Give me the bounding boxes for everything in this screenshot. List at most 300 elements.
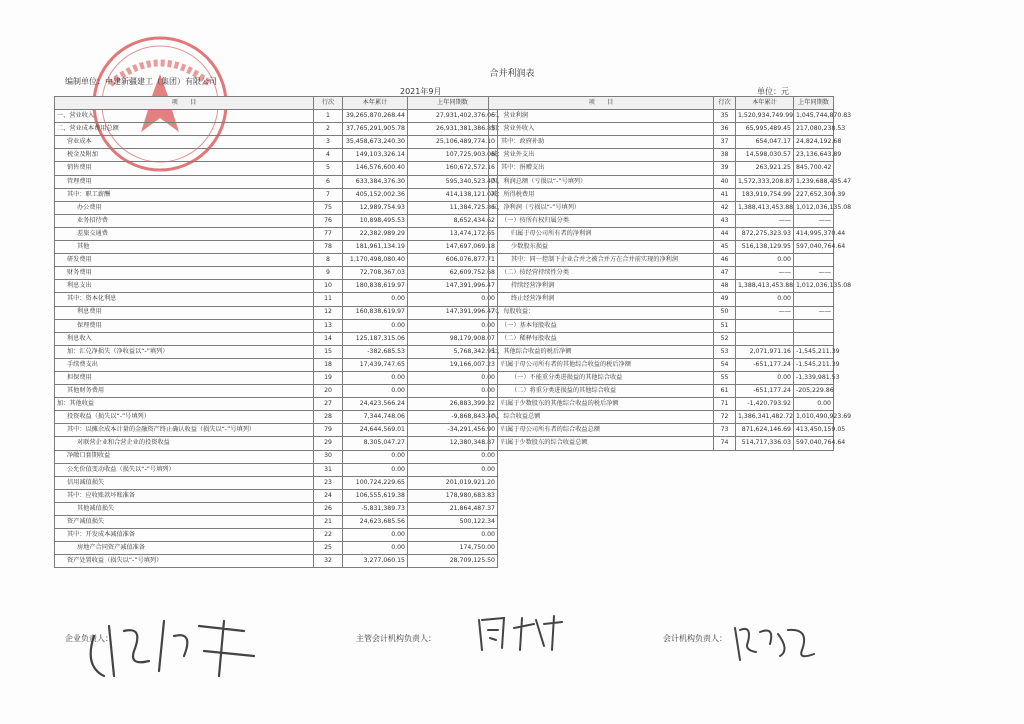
row-item: 持续经营净利润 xyxy=(489,280,714,293)
row-previous-amount: 0.00 xyxy=(408,371,498,384)
table-row xyxy=(55,516,498,529)
row-line-number: 49 xyxy=(714,293,736,306)
row-previous-amount xyxy=(794,319,834,332)
row-previous-amount xyxy=(794,332,834,345)
row-item: （一）不能重分类进损益的其他综合收益 xyxy=(489,371,714,384)
row-line-number: 7 xyxy=(314,188,343,201)
row-current-amount: 654,047.17 xyxy=(736,136,794,149)
row-current-amount: 180,838,619.97 xyxy=(343,280,408,293)
row-item: 四、利润总额（亏损以“-”号填列） xyxy=(489,175,714,188)
row-previous-amount: 174,750.00 xyxy=(408,542,498,555)
row-previous-amount: 28,709,125.50 xyxy=(408,555,498,568)
row-current-amount: —— xyxy=(736,306,794,319)
row-line-number: 4 xyxy=(314,149,343,162)
row-line-number: 75 xyxy=(314,201,343,214)
row-line-number: 18 xyxy=(314,358,343,371)
row-current-amount: 0.00 xyxy=(736,254,794,267)
row-line-number: 25 xyxy=(314,542,343,555)
row-line-number: 53 xyxy=(714,345,736,358)
table-row xyxy=(489,123,834,136)
row-line-number: 51 xyxy=(714,319,736,332)
row-item: 加：其他收益 xyxy=(55,398,314,411)
row-line-number: 46 xyxy=(714,254,736,267)
table-row xyxy=(489,358,834,371)
row-current-amount: 0.00 xyxy=(343,319,408,332)
enterprise-head-label: 企业负责人： xyxy=(65,634,113,643)
row-current-amount: 39,265,870,268.44 xyxy=(343,110,408,123)
row-previous-amount: 11,384,725.86 xyxy=(408,201,498,214)
row-item: 保理费用 xyxy=(55,319,314,332)
row-item: 业务招待费 xyxy=(55,214,314,227)
table-row xyxy=(55,214,498,227)
row-previous-amount: 0.00 xyxy=(408,385,498,398)
table-row xyxy=(489,345,834,358)
row-line-number: 1 xyxy=(314,110,343,123)
row-current-amount: 1,520,934,749.99 xyxy=(736,110,794,123)
current-header: 本年累计 xyxy=(343,97,408,110)
row-item: 办公费用 xyxy=(55,201,314,214)
table-row xyxy=(489,201,834,214)
row-line-number: 28 xyxy=(314,411,343,424)
table-row xyxy=(489,227,834,240)
row-line-number: 43 xyxy=(714,214,736,227)
row-item: （一）按所有权归属分类 xyxy=(489,214,714,227)
row-current-amount: 514,717,336.03 xyxy=(736,437,794,450)
row-previous-amount: 27,931,402,376.06 xyxy=(408,110,498,123)
row-item: 营业成本 xyxy=(55,136,314,149)
row-line-number: 47 xyxy=(714,267,736,280)
row-item: 七、其他综合收益的税后净额 xyxy=(489,345,714,358)
row-line-number: 23 xyxy=(314,476,343,489)
row-previous-amount: 62,609,752.68 xyxy=(408,267,498,280)
row-item: 其中：职工薪酬 xyxy=(55,188,314,201)
table-row xyxy=(55,136,498,149)
row-line-number: 21 xyxy=(314,516,343,529)
row-previous-amount: -9,868,843.40 xyxy=(408,411,498,424)
row-line-number: 29 xyxy=(314,437,343,450)
row-current-amount: 37,765,291,905.78 xyxy=(343,123,408,136)
row-line-number: 41 xyxy=(714,188,736,201)
row-current-amount: -651,177.24 xyxy=(736,385,794,398)
row-item: 一、营业收入 xyxy=(55,110,314,123)
row-previous-amount: 0.00 xyxy=(408,293,498,306)
row-line-number: 9 xyxy=(314,267,343,280)
row-line-number: 14 xyxy=(314,332,343,345)
row-item: 其他财务费用 xyxy=(55,385,314,398)
row-item: （二）将重分类进损益的其他综合收益 xyxy=(489,385,714,398)
row-previous-amount: 23,136,643.89 xyxy=(794,149,834,162)
row-line-number: 61 xyxy=(714,385,736,398)
row-item: 归属于母公司所有者的净利润 xyxy=(489,227,714,240)
row-item: 少数股东损益 xyxy=(489,241,714,254)
row-current-amount: 183,919,754.99 xyxy=(736,188,794,201)
table-row xyxy=(55,188,498,201)
row-item: 其中：政府补助 xyxy=(489,136,714,149)
row-line-number: 44 xyxy=(714,227,736,240)
row-item: 其中：以摊余成本计量的金融资产终止确认收益（损失以“-”号填列） xyxy=(55,424,314,437)
row-item: 其中：同一控制下企业合并之被合并方在合并前实现的净利润 xyxy=(489,254,714,267)
row-previous-amount: 217,080,238.53 xyxy=(794,123,834,136)
table-row xyxy=(55,332,498,345)
row-current-amount: 24,623,685.56 xyxy=(343,516,408,529)
row-line-number: 26 xyxy=(314,502,343,515)
table-row xyxy=(489,254,834,267)
table-row xyxy=(55,319,498,332)
row-previous-amount: 606,076,877.71 xyxy=(408,254,498,267)
table-row xyxy=(489,437,834,450)
table-row xyxy=(489,398,834,411)
row-previous-amount: 413,450,159.05 xyxy=(794,424,834,437)
row-item: （一）基本每股收益 xyxy=(489,319,714,332)
row-item: 投资收益（损失以“-”号填列） xyxy=(55,411,314,424)
row-line-number: 79 xyxy=(314,424,343,437)
row-current-amount: 160,838,619.97 xyxy=(343,306,408,319)
row-current-amount: 1,388,413,453.88 xyxy=(736,280,794,293)
row-previous-amount: —— xyxy=(794,214,834,227)
row-current-amount: -651,177.24 xyxy=(736,358,794,371)
row-current-amount: 0.00 xyxy=(343,463,408,476)
row-previous-amount: 98,179,908.07 xyxy=(408,332,498,345)
row-previous-amount: 500,122.34 xyxy=(408,516,498,529)
row-previous-amount: —— xyxy=(794,306,834,319)
row-current-amount: 72,708,367.03 xyxy=(343,267,408,280)
row-line-number: 38 xyxy=(714,149,736,162)
table-row xyxy=(489,293,834,306)
row-item: 其中：资本化利息 xyxy=(55,293,314,306)
row-previous-amount: 1,045,744,870.83 xyxy=(794,110,834,123)
row-previous-amount: 597,040,764.64 xyxy=(794,437,834,450)
row-current-amount xyxy=(736,319,794,332)
row-item: 其他减值损失 xyxy=(55,502,314,515)
row-line-number: 32 xyxy=(314,555,343,568)
table-row xyxy=(55,463,498,476)
table-row xyxy=(55,267,498,280)
row-current-amount: 1,386,341,482.72 xyxy=(736,411,794,424)
table-row xyxy=(55,555,498,568)
row-line-number: 73 xyxy=(714,424,736,437)
row-previous-amount: -34,291,456.90 xyxy=(408,424,498,437)
table-row xyxy=(55,241,498,254)
row-line-number: 77 xyxy=(314,227,343,240)
row-previous-amount: 147,391,996.47 xyxy=(408,306,498,319)
row-item: 归属于母公司所有者的综合收益总额 xyxy=(489,424,714,437)
row-current-amount: 35,458,673,240.30 xyxy=(343,136,408,149)
row-current-amount: 12,989,754.93 xyxy=(343,201,408,214)
row-current-amount: —— xyxy=(736,214,794,227)
row-item: 归属于少数股东的综合收益总额 xyxy=(489,437,714,450)
table-row xyxy=(489,319,834,332)
row-line-number: 31 xyxy=(314,463,343,476)
table-row xyxy=(55,123,498,136)
row-item: 减：营业外支出 xyxy=(489,149,714,162)
line-header: 行次 xyxy=(714,97,736,110)
row-item: 利息支出 xyxy=(55,280,314,293)
row-item: 二、营业成本费用总额 xyxy=(55,123,314,136)
row-item: 房地产合同资产减值准备 xyxy=(55,542,314,555)
row-line-number: 5 xyxy=(314,162,343,175)
row-line-number: 71 xyxy=(714,398,736,411)
table-row xyxy=(55,529,498,542)
row-previous-amount: 0.00 xyxy=(408,529,498,542)
row-line-number: 2 xyxy=(314,123,343,136)
row-current-amount: 14,598,030.57 xyxy=(736,149,794,162)
row-line-number: 6 xyxy=(314,175,343,188)
row-item: 净敞口套期收益 xyxy=(55,450,314,463)
table-row xyxy=(55,424,498,437)
row-previous-amount: 160,672,572.16 xyxy=(408,162,498,175)
row-item: 三、营业利润 xyxy=(489,110,714,123)
row-previous-amount xyxy=(794,254,834,267)
table-row xyxy=(55,162,498,175)
row-line-number: 19 xyxy=(314,371,343,384)
row-item: 资产减值损失 xyxy=(55,516,314,529)
row-current-amount: 100,724,229.65 xyxy=(343,476,408,489)
table-row xyxy=(55,411,498,424)
row-item: 加：汇兑净损失（净收益以“-”填列） xyxy=(55,345,314,358)
row-item: 手续费支出 xyxy=(55,358,314,371)
row-current-amount: 106,555,619.38 xyxy=(343,489,408,502)
table-row xyxy=(489,424,834,437)
row-line-number: 55 xyxy=(714,371,736,384)
row-item: 差旅交通费 xyxy=(55,227,314,240)
table-row xyxy=(55,385,498,398)
row-previous-amount: -205,229.86 xyxy=(794,385,834,398)
row-line-number: 12 xyxy=(314,306,343,319)
table-row xyxy=(489,332,834,345)
row-line-number: 78 xyxy=(314,241,343,254)
table-row xyxy=(489,110,834,123)
row-item: 销售费用 xyxy=(55,162,314,175)
table-row xyxy=(55,502,498,515)
item-header: 项 目 xyxy=(489,97,714,110)
row-current-amount: 2,071,971.16 xyxy=(736,345,794,358)
table-row xyxy=(489,214,834,227)
table-row xyxy=(55,254,498,267)
row-item: 终止经营净利润 xyxy=(489,293,714,306)
row-item: 减：所得税费用 xyxy=(489,188,714,201)
table-row xyxy=(55,110,498,123)
row-item: 资产处置收益（损失以“-”号填列） xyxy=(55,555,314,568)
table-row xyxy=(55,345,498,358)
row-line-number: 52 xyxy=(714,332,736,345)
row-previous-amount: 24,824,192.68 xyxy=(794,136,834,149)
row-previous-amount: 178,980,683.83 xyxy=(408,489,498,502)
handwritten-signature-accounting-head xyxy=(474,610,574,660)
row-current-amount: 405,152,002.36 xyxy=(343,188,408,201)
row-current-amount: 872,275,323.93 xyxy=(736,227,794,240)
row-previous-amount: 13,474,172.65 xyxy=(408,227,498,240)
row-previous-amount: 21,864,487.37 xyxy=(408,502,498,515)
current-header: 本年累计 xyxy=(736,97,794,110)
row-current-amount: 0.00 xyxy=(343,529,408,542)
table-row xyxy=(489,188,834,201)
table-row xyxy=(489,385,834,398)
row-previous-amount: -1,545,211.39 xyxy=(794,345,834,358)
table-row xyxy=(489,267,834,280)
row-item: 研发费用 xyxy=(55,254,314,267)
table-row xyxy=(489,175,834,188)
item-header: 项 目 xyxy=(55,97,314,110)
row-item: 归属于少数股东的其他综合收益的税后净额 xyxy=(489,398,714,411)
row-previous-amount: 19,166,007.23 xyxy=(408,358,498,371)
row-current-amount: 24,644,569.01 xyxy=(343,424,408,437)
previous-header: 上年同期数 xyxy=(794,97,834,110)
row-item: 其中：捐赠支出 xyxy=(489,162,714,175)
row-line-number: 35 xyxy=(714,110,736,123)
row-item: 信用减值损失 xyxy=(55,476,314,489)
row-item: 八、综合收益总额 xyxy=(489,411,714,424)
row-previous-amount xyxy=(794,293,834,306)
row-previous-amount: 597,040,764.64 xyxy=(794,241,834,254)
table-row xyxy=(55,175,498,188)
accounting-dept-label: 会计机构负责人： xyxy=(663,634,727,643)
handwritten-signature-head xyxy=(74,606,274,686)
report-title: 合并利润表 xyxy=(489,69,535,79)
row-current-amount: 22,382,989.29 xyxy=(343,227,408,240)
row-item: 税金及附加 xyxy=(55,149,314,162)
row-line-number: 48 xyxy=(714,280,736,293)
handwritten-signature-accounting-dept xyxy=(730,620,820,665)
row-previous-amount: 5,768,342.95 xyxy=(408,345,498,358)
row-current-amount: 0.00 xyxy=(343,385,408,398)
row-current-amount: -1,420,793.92 xyxy=(736,398,794,411)
row-previous-amount: 107,725,903.06 xyxy=(408,149,498,162)
table-row xyxy=(55,201,498,214)
row-current-amount: 0.00 xyxy=(343,542,408,555)
row-previous-amount: 201,019,921.20 xyxy=(408,476,498,489)
income-table-left xyxy=(54,96,498,568)
row-current-amount: 1,572,333,208.87 xyxy=(736,175,794,188)
table-row xyxy=(489,162,834,175)
row-current-amount: 516,138,129.95 xyxy=(736,241,794,254)
row-line-number: 37 xyxy=(714,136,736,149)
row-previous-amount: 147,391,996.47 xyxy=(408,280,498,293)
row-previous-amount: 1,239,688,435.47 xyxy=(794,175,834,188)
row-line-number: 11 xyxy=(314,293,343,306)
row-line-number: 74 xyxy=(714,437,736,450)
row-item: 财务费用 xyxy=(55,267,314,280)
row-line-number: 15 xyxy=(314,345,343,358)
line-header: 行次 xyxy=(314,97,343,110)
row-item: 利息费用 xyxy=(55,306,314,319)
table-row xyxy=(55,450,498,463)
row-line-number: 36 xyxy=(714,123,736,136)
row-previous-amount: 12,380,348.87 xyxy=(408,437,498,450)
row-current-amount: 1,388,413,453.88 xyxy=(736,201,794,214)
row-item: 其中：应收账款坏账准备 xyxy=(55,489,314,502)
row-previous-amount: 26,931,381,386.85 xyxy=(408,123,498,136)
row-line-number: 72 xyxy=(714,411,736,424)
table-row xyxy=(55,280,498,293)
row-current-amount xyxy=(736,332,794,345)
row-line-number: 3 xyxy=(314,136,343,149)
accounting-head-label: 主管会计机构负责人： xyxy=(356,634,436,643)
table-row xyxy=(55,542,498,555)
row-item: （二）按经营持续性分类 xyxy=(489,267,714,280)
table-row xyxy=(489,411,834,424)
row-previous-amount: 0.00 xyxy=(408,319,498,332)
row-previous-amount: 414,138,121.07 xyxy=(408,188,498,201)
row-item: 利息收入 xyxy=(55,332,314,345)
row-item: 六、每股收益： xyxy=(489,306,714,319)
row-line-number: 13 xyxy=(314,319,343,332)
row-previous-amount: 0.00 xyxy=(408,450,498,463)
row-current-amount: 263,921.25 xyxy=(736,162,794,175)
row-previous-amount: 1,012,036,135.08 xyxy=(794,201,834,214)
row-previous-amount: 25,106,489,774.10 xyxy=(408,136,498,149)
table-row xyxy=(55,227,498,240)
table-row xyxy=(489,371,834,384)
row-current-amount: 0.00 xyxy=(343,371,408,384)
row-previous-amount: 845,700.42 xyxy=(794,162,834,175)
row-previous-amount: -1,545,211.39 xyxy=(794,358,834,371)
row-previous-amount: -1,339,981.53 xyxy=(794,371,834,384)
row-current-amount: 146,576,600.40 xyxy=(343,162,408,175)
table-row xyxy=(55,489,498,502)
row-current-amount: —— xyxy=(736,267,794,280)
row-current-amount: 0.00 xyxy=(343,450,408,463)
row-line-number: 40 xyxy=(714,175,736,188)
previous-header: 上年同期数 xyxy=(408,97,498,110)
row-current-amount: 8,305,047.27 xyxy=(343,437,408,450)
left-header-row xyxy=(55,97,498,110)
right-header-row xyxy=(489,97,834,110)
table-row xyxy=(55,398,498,411)
row-previous-amount: 227,652,300.39 xyxy=(794,188,834,201)
row-current-amount: 7,344,748.06 xyxy=(343,411,408,424)
row-line-number: 20 xyxy=(314,385,343,398)
row-item: 加：营业外收入 xyxy=(489,123,714,136)
row-previous-amount: 1,012,036,135.08 xyxy=(794,280,834,293)
row-line-number: 22 xyxy=(314,529,343,542)
row-current-amount: 3,277,060.15 xyxy=(343,555,408,568)
row-previous-amount: 1,010,490,923.69 xyxy=(794,411,834,424)
row-item: 对联营企业和合营企业的投资收益 xyxy=(55,437,314,450)
row-previous-amount: —— xyxy=(794,267,834,280)
company-name: 编制单位：中建新疆建工（集团）有限公司 xyxy=(65,77,217,86)
row-line-number: 27 xyxy=(314,398,343,411)
row-line-number: 30 xyxy=(314,450,343,463)
row-current-amount: 0.00 xyxy=(736,371,794,384)
row-item: 其他 xyxy=(55,241,314,254)
row-previous-amount: 26,883,399.32 xyxy=(408,398,498,411)
row-line-number: 76 xyxy=(314,214,343,227)
row-line-number: 42 xyxy=(714,201,736,214)
row-current-amount: 181,961,134.19 xyxy=(343,241,408,254)
table-row xyxy=(489,136,834,149)
table-row xyxy=(489,306,834,319)
row-current-amount: 0.00 xyxy=(343,293,408,306)
table-row xyxy=(489,149,834,162)
row-line-number: 24 xyxy=(314,489,343,502)
row-current-amount: 125,187,315.06 xyxy=(343,332,408,345)
row-line-number: 54 xyxy=(714,358,736,371)
row-previous-amount: 414,995,370.44 xyxy=(794,227,834,240)
row-previous-amount: 147,697,069.18 xyxy=(408,241,498,254)
report-period: 2021年9月 xyxy=(400,87,442,96)
income-table-right xyxy=(488,96,852,451)
table-row xyxy=(55,293,498,306)
row-previous-amount: 0.00 xyxy=(794,398,834,411)
row-item: 管理费用 xyxy=(55,175,314,188)
table-row xyxy=(489,241,834,254)
row-current-amount: 633,384,376.30 xyxy=(343,175,408,188)
row-item: 担保费用 xyxy=(55,371,314,384)
row-current-amount: -382,685.53 xyxy=(343,345,408,358)
row-item: （二）稀释每股收益 xyxy=(489,332,714,345)
row-current-amount: 10,898,495.53 xyxy=(343,214,408,227)
row-current-amount: -5,831,389.73 xyxy=(343,502,408,515)
